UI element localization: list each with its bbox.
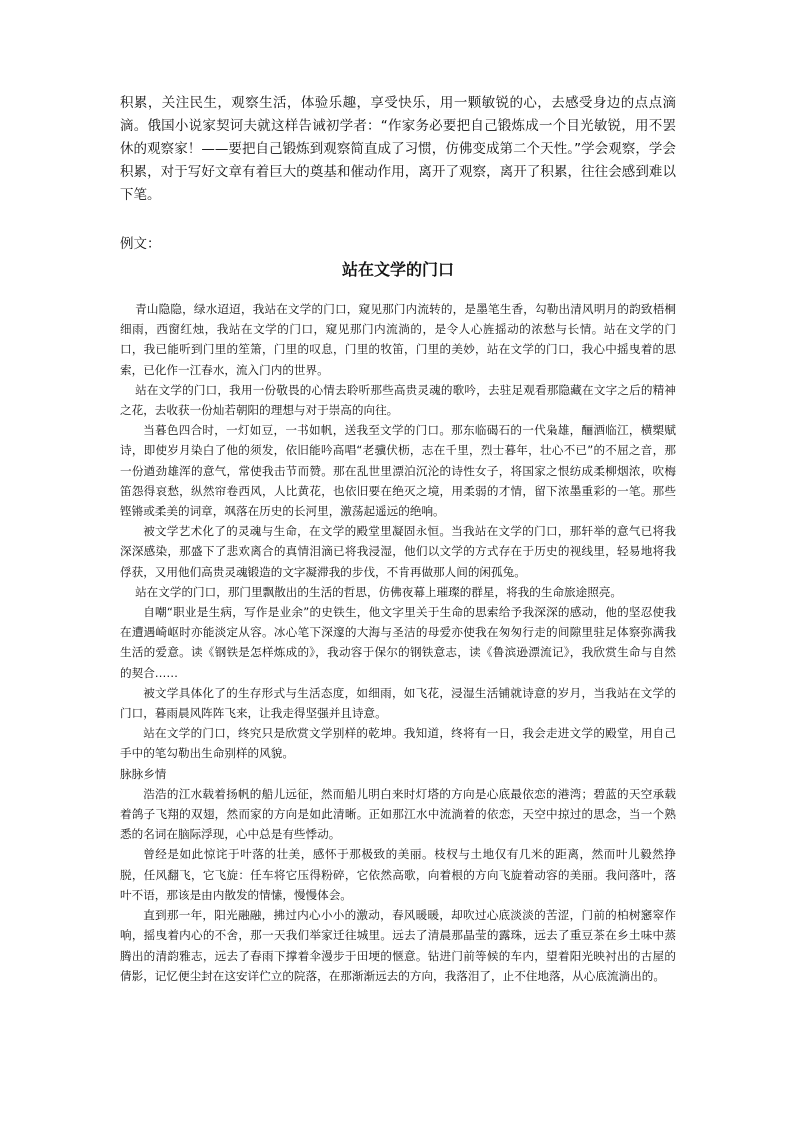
essay-paragraph: 青山隐隐，绿水迢迢，我站在文学的门口，窥见那门内流转的，是墨笔生香，勾勒出清风明月的韵致梧桐细雨，西窗红烛，我站在文学的门口，窥见那门内流淌的，是令人心旌摇动的浓愁与长情。站在文学的门口，我已能听到门里的笙箫，门里的叹息，门里的牧笛，门里的美妙，站在文学的门口，我心中摇曳着的思索，已化作一江春水，流入门内的世界。 [120, 302, 676, 377]
essay-title: 站在文学的门口 [341, 260, 454, 279]
document-page [120, 92, 676, 986]
essay-paragraph: 曾经是如此惊诧于叶落的壮美，感怀于那极致的美丽。枝杈与土地仅有几米的距离，然而叶儿毅然挣脱，任风翻飞，它飞旋：任车将它压得粉碎，它依然高歌，向着根的方向飞旋着动容的美丽。我问落叶，落叶不语，那该是由内散发的情愫，慢慢体会。 [120, 847, 676, 902]
essay-paragraph: 被文学具体化了的生存形式与生活态度，如细雨，如飞花，浸湿生活铺就诗意的岁月，当我站在文学的门口，暮雨晨风阵阵飞来，让我走得坚强并且诗意。 [120, 685, 676, 721]
example-label: 例文： [120, 236, 161, 252]
essay-paragraph: 浩浩的江水载着扬帆的船儿远征，然而船儿明白来时灯塔的方向是心底最依恋的港湾；碧蓝的天空承载着鸽子飞翔的双翅，然而家的方向是如此清晰。正如那江水中流淌着的依恋，天空中掠过的思念，当一个熟悉的名词在脑际浮现，心中总是有些悸动。 [120, 786, 676, 842]
essay-paragraph: 被文学艺术化了的灵魂与生命，在文学的殿堂里凝固永恒。当我站在文学的门口，那轩举的意气已将我深深感染，那盛下了悲欢离合的真情泪滴已将我浸湿，他们以文学的方式存在于历史的视线里，轻易地将我俘获，又用他们高贵灵魂锻造的文字凝滞我的步伐，不肯再做那人间的闲孤兔。 [120, 524, 676, 579]
essay-paragraph: 站在文学的门口，终究只是欣赏文学别样的乾坤。我知道，终将有一日，我会走进文学的殿堂，用自己手中的笔勾勒出生命别样的风貌。 [120, 726, 676, 761]
essay-paragraph: 站在文学的门口，那门里飘散出的生活的哲思，仿佛夜幕上璀璨的群星，将我的生命旅途照亮。 [135, 584, 623, 599]
essay-paragraph: 当暮色四合时，一灯如豆，一书如帆，送我至文学的门口。那东临碣石的一代枭雄，酾酒临江，横槊赋诗，即使岁月染白了他的须发，依旧能吟高唱“老骥伏枥，志在千里，烈士暮年，壮心不已”的不屈之音，那一份遒劲雄浑的意气，常使我击节而赞。那在乱世里漂泊沉沦的诗性女子，将国家之恨纺成柔柳烟浓，吹梅笛怨得哀愁，纵然帘卷西风，人比黄花，也依旧要在绝灭之境，用柔弱的才情，留下浓墨重彩的一笔。那些铿锵或柔美的词章，飒落在历史的长河里，激荡起遥远的绝响。 [120, 423, 676, 519]
essay-paragraph: 自嘲“职业是生病，写作是业余”的史铁生，他文字里关于生命的思索给予我深深的感动，他的坚忍使我在遭遇崎岖时亦能淡定从容。冰心笔下深邃的大海与圣洁的母爱亦使我在匆匆行走的间隙里驻足体察弥满我生活的爱意。读《钢铁是怎样炼成的》，我动容于保尔的钢铁意志，读《鲁滨逊漂流记》，我欣赏生命与自然的契合…… [120, 605, 676, 680]
essay-paragraph: 直到那一年，阳光融融，拂过内心小小的激动，春风暖暖，却吹过心底淡淡的苦涩，门前的柏树窸窣作响，摇曳着内心的不舍，那一天我们举家迁往城里。远去了清晨那晶莹的露珠，远去了重豆茶在乡土味中蒸腾出的清韵雅志，远去了春雨下撑着伞漫步于田埂的惬意。钻进门前等候的车内，望着阳光映衬出的古屋的倩影，记忆便尘封在这安详伫立的院落，在那渐渐远去的方向，我落泪了，止不住地落，从心底流淌出的。 [120, 908, 676, 983]
section-heading: 脉脉乡情 [120, 766, 167, 781]
essay-paragraph: 站在文学的门口，我用一份敬畏的心情去聆听那些高贵灵魂的歌吟，去驻足观看那隐藏在文字之后的精神之花，去收获一份灿若朝阳的理想与对于崇高的向往。 [120, 382, 676, 418]
intro-paragraph: 积累，关注民生，观察生活，体验乐趣，享受快乐，用一颗敏锐的心，去感受身边的点点滴滴。俄国小说家契诃夫就这样告诫初学者：“作家务必要把自己锻炼成一个目光敏锐，用不罢休的观察家！——要把自己锻炼到观察简直成了习惯，仿佛变成第二个天性。”学会观察，学会积累，对于写好文章有着巨大的奠基和催动作用，离开了观察，离开了积累，往往会感到难以下笔。 [120, 95, 676, 203]
